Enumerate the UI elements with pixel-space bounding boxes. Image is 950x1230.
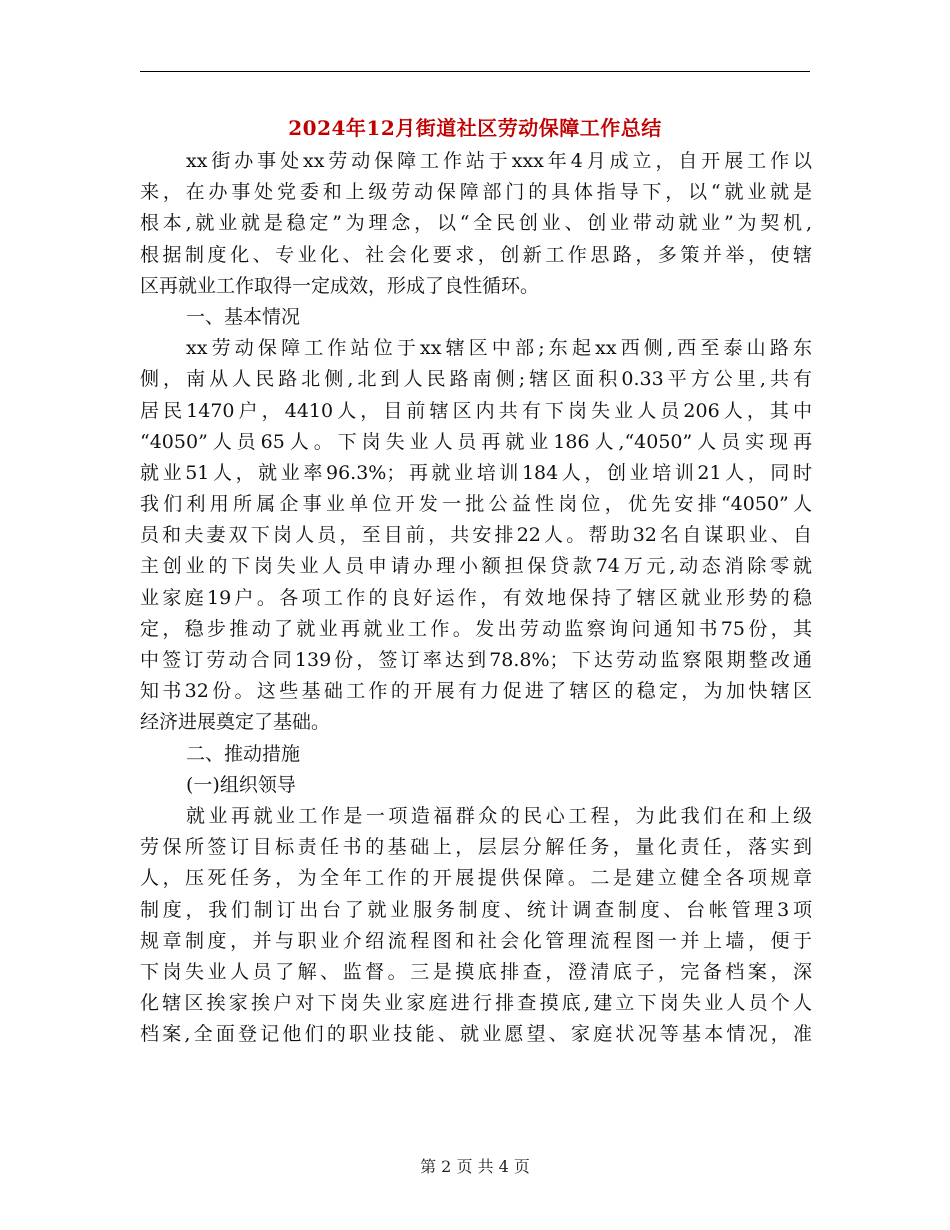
body-line: 业家庭19户。各项工作的良好运作，有效地保持了辖区就业形势的稳 <box>140 586 812 609</box>
body-line: 就业51人，就业率96.3%；再就业培训184人，创业培训21人，同时 <box>140 461 812 484</box>
body-line: 我们利用所属企事业单位开发一批公益性岗位，优先安排“4050”人 <box>140 493 812 516</box>
body-line: 根据制度化、专业化、社会化要求，创新工作思路，多策并举，使辖 <box>140 243 812 266</box>
body-line: 根本,就业就是稳定”为理念，以“全民创业、创业带动就业”为契机, <box>140 212 812 235</box>
body-line: xx街办事处xx劳动保障工作站于xxx年4月成立，自开展工作以 <box>186 150 812 172</box>
body-line: 中签订劳动合同139份，签订率达到78.8%；下达劳动监察限期整改通 <box>140 649 812 671</box>
body-line: 劳保所签订目标责任书的基础上，层层分解任务，量化责任，落实到 <box>140 836 812 859</box>
body-line: 主创业的下岗失业人员申请办理小额担保贷款74万元,动态消除零就 <box>140 555 812 578</box>
header-rule <box>140 71 810 72</box>
section-heading: 二、推动措施 <box>186 742 301 765</box>
body-line: 经济进展奠定了基础。 <box>140 711 331 734</box>
body-line: 定，稳步推动了就业再就业工作。发出劳动监察询问通知书75份，其 <box>140 617 812 640</box>
body-line: 居民1470户，4410人，目前辖区内共有下岗失业人员206人，其中 <box>140 399 812 422</box>
subsection-heading: (一)组织领导 <box>186 773 296 796</box>
body-line: 侧，南从人民路北侧,北到人民路南侧;辖区面积0.33平方公里,共有 <box>140 368 812 391</box>
body-line: 就业再就业工作是一项造福群众的民心工程，为此我们在和上级 <box>186 804 812 827</box>
body-line: 化辖区挨家挨户对下岗失业家庭进行排查摸底,建立下岗失业人员个人 <box>140 992 812 1015</box>
body-line: 知书32份。这些基础工作的开展有力促进了辖区的稳定，为加快辖区 <box>140 680 812 703</box>
body-line: 人，压死任务，为全年工作的开展提供保障。二是建立健全各项规章 <box>140 867 812 890</box>
body-line: 下岗失业人员了解、监督。三是摸底排查，澄清底子，完备档案，深 <box>140 960 812 983</box>
page-number: 第 2 页 共 4 页 <box>420 1157 530 1176</box>
body-line: 档案,全面登记他们的职业技能、就业愿望、家庭状况等基本情况，准 <box>140 1023 812 1046</box>
body-line: “4050”人员65人。下岗失业人员再就业186人,“4050”人员实现再 <box>140 430 812 453</box>
body-line: 员和夫妻双下岗人员，至目前，共安排22人。帮助32名自谋职业、自 <box>140 524 812 547</box>
body-line: 制度，我们制订出台了就业服务制度、统计调查制度、台帐管理3项 <box>140 898 812 921</box>
document-body <box>140 146 812 1050</box>
body-line: xx劳动保障工作站位于xx辖区中部;东起xx西侧,西至泰山路东 <box>186 337 812 360</box>
document-title: 2024年12月街道社区劳动保障工作总结 <box>288 116 662 140</box>
body-line: 区再就业工作取得一定成效，形成了良性循环。 <box>140 274 540 297</box>
body-line: 规章制度，并与职业介绍流程图和社会化管理流程图一并上墙，便于 <box>140 929 812 952</box>
body-line: 来，在办事处党委和上级劳动保障部门的具体指导下，以“就业就是 <box>140 181 812 204</box>
section-heading: 一、基本情况 <box>186 305 301 328</box>
